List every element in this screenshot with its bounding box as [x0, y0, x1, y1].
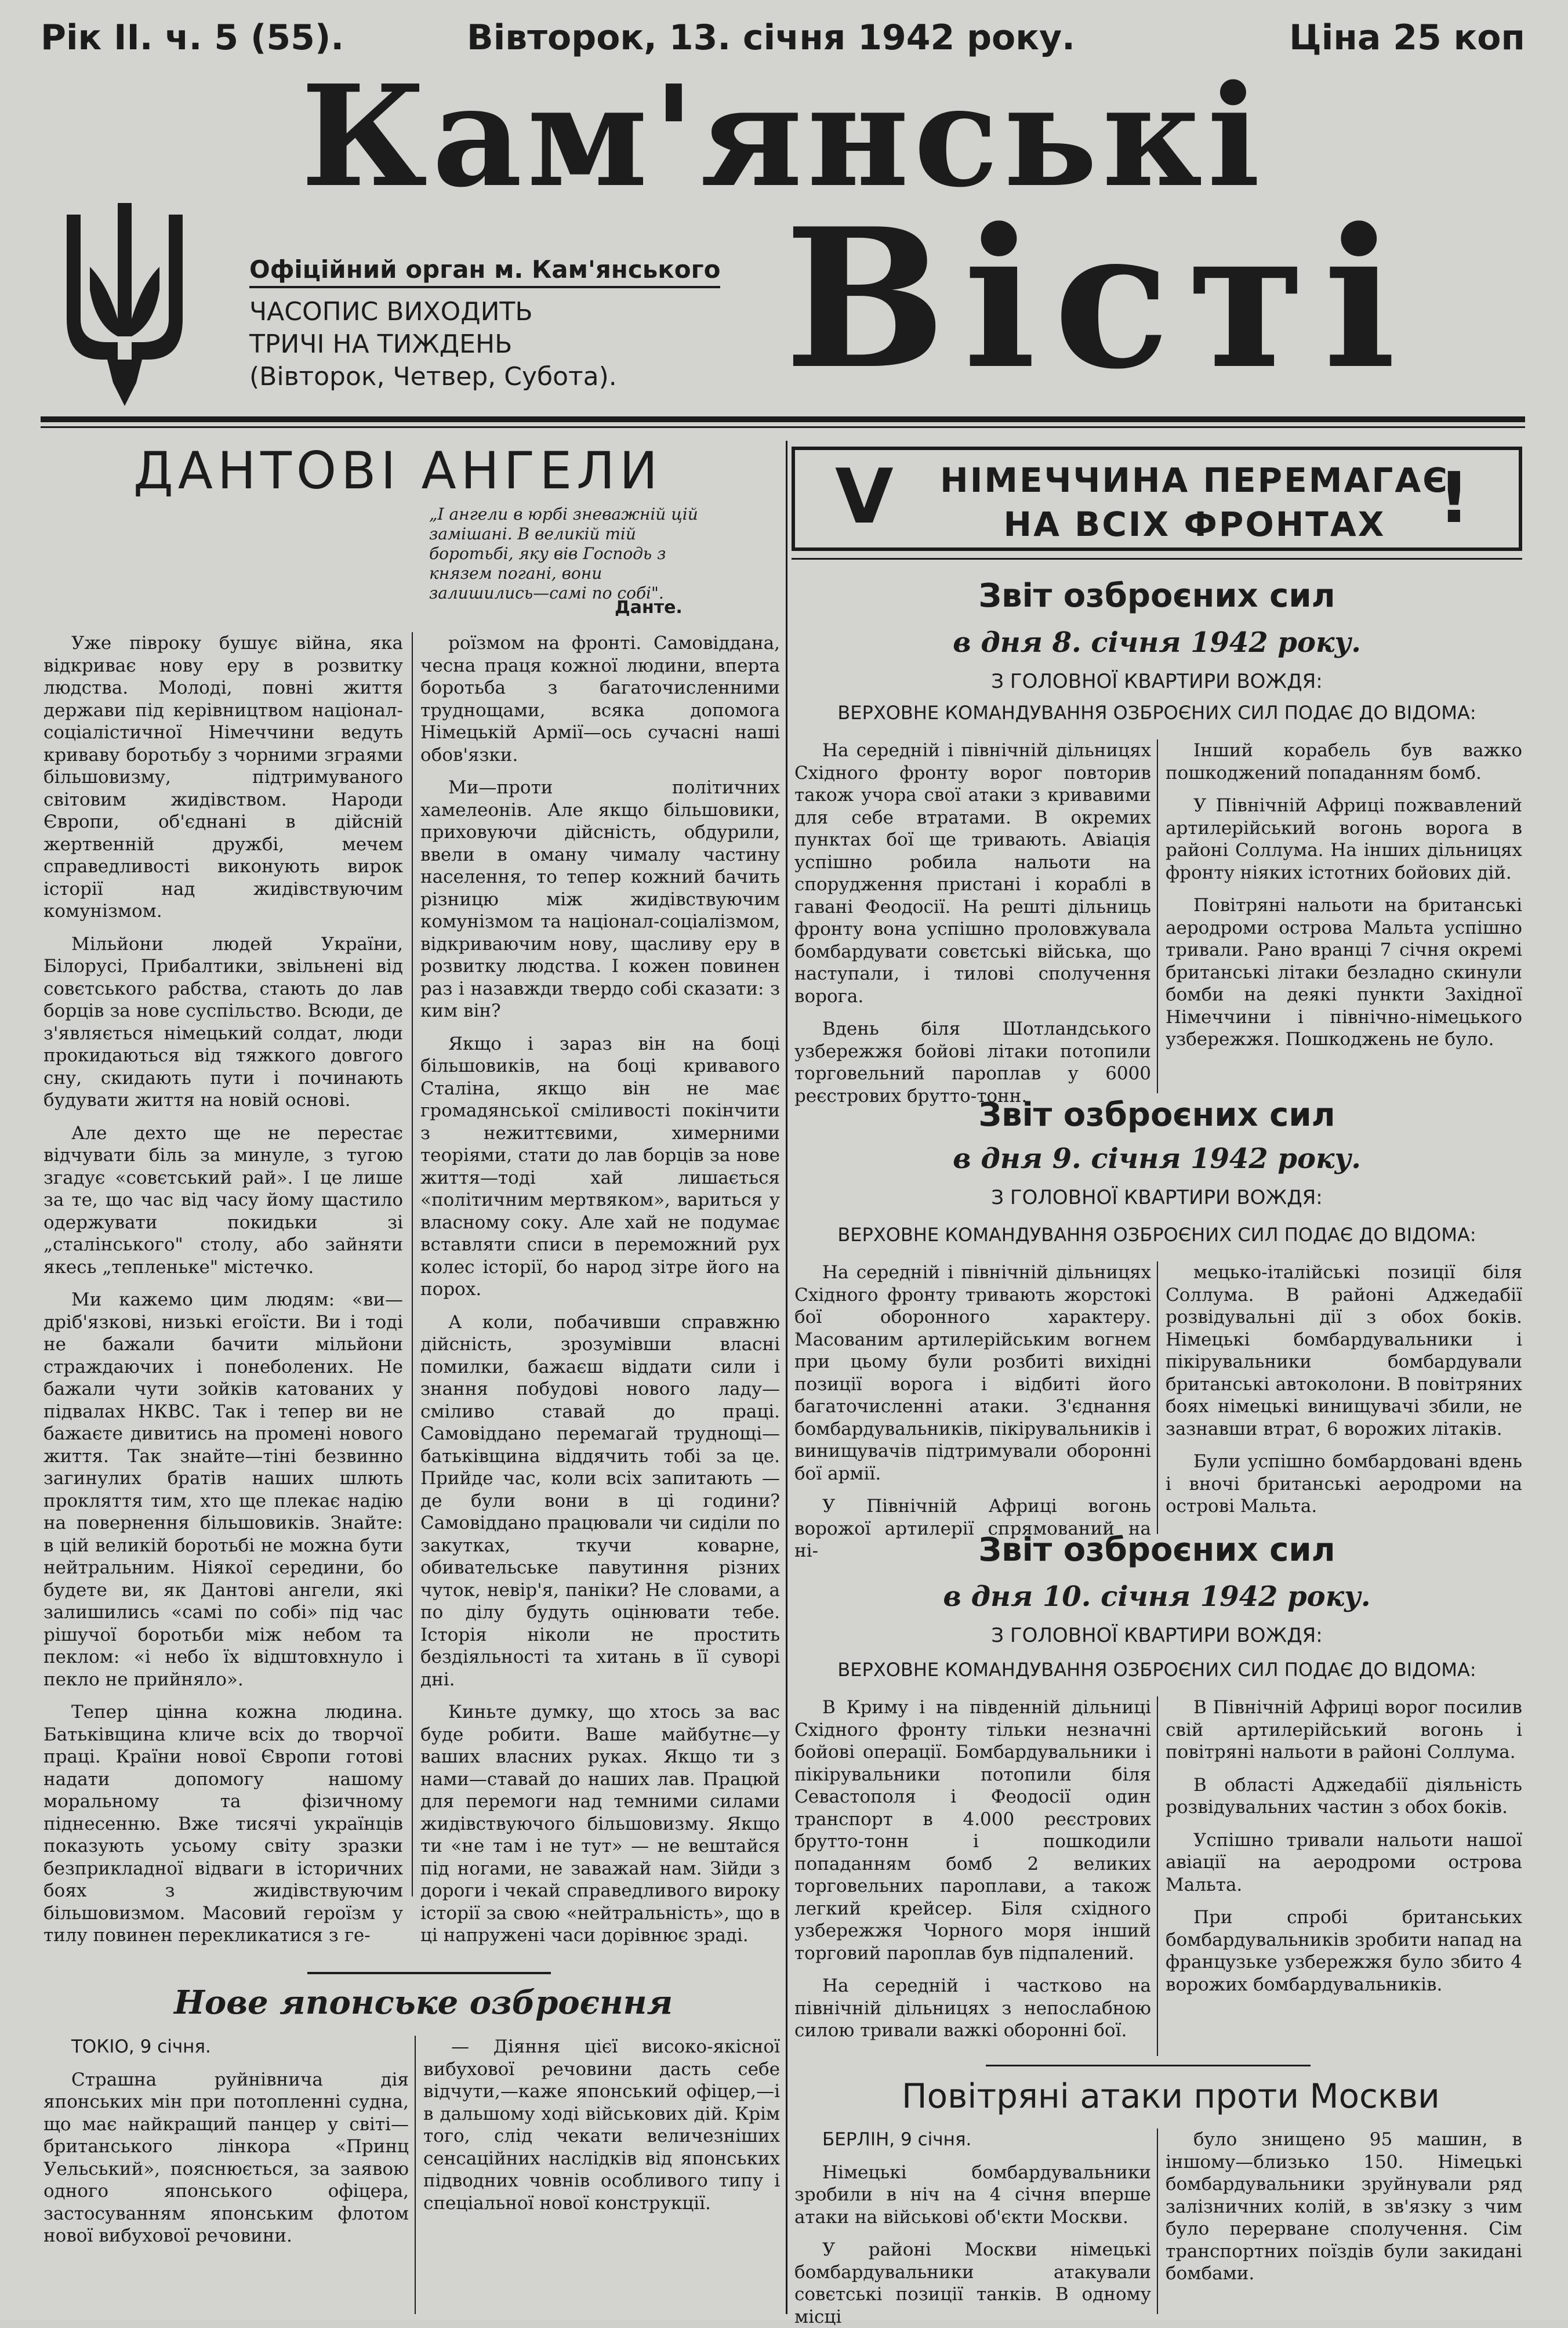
paragraph: Тепер цінна кожна людина. Батьківщина кличе всіх до творчої праці. Країни нової Європи готові надати допомогу нашому моральному та фізичному піднесенню. Вже тисячі українців показують усьому світу зразки безприкладної відваги в історичних боях з жидівствуючим більшовизмом. Масовий героїзм у тилу повинен перекликатися з ге-	[43, 1702, 403, 1946]
report2-column-1	[794, 1261, 1151, 1561]
dante-column-1	[43, 632, 403, 1946]
report-date: в дня 9. січня 1942 року.	[953, 1143, 1361, 1175]
report-title: Звіт озброєних сил	[978, 1531, 1335, 1569]
moscow-column-1	[794, 2128, 1151, 2327]
report2-column-2	[1166, 1261, 1522, 1534]
report1-column-1	[794, 739, 1151, 1107]
paragraph: мецько-італійські позиції біля Соллума. В районі Аджедабії розвідувальні дії з обох боків. Німецькі бомбардувальники і пікірувальники бомбардували британські автоколони. В повітряних боях німецькі винищувачі збили, не зазнавши втрат, 6 ворожих літаків.	[1166, 1262, 1522, 1439]
paragraph: Страшна руйнівнича дія японських мін при потопленні судна, що має найкращий панцер у світі—британського лінкора «Принц Уельський», пояснюється, за заявою одного японського офіцера, застосуванням японським флотом нової вибухової речовини.	[43, 2069, 409, 2246]
report-command-line: ВЕРХОВНЕ КОМАНДУВАННЯ ОЗБРОЄНИХ СИЛ ПОДАЄ ДО ВІДОМА:	[837, 1224, 1476, 1246]
paragraph: Киньте думку, що хтось за вас буде робити. Ваше майбутнє—у ваших власних руках. Якщо ти з нами—ставай до наших лав. Працюй для перемоги над темними силами жидівствуючого більшовизму. Якщо ти «не там і не тут» — не вештайся під ногами, не заважай нам. Зійди з дороги і чекай справедливого вироку історії за свою «нейтральність», що в ці напружені часи дорівнює зраді.	[420, 1702, 780, 1946]
report-hq-line: З ГОЛОВНОЇ КВАРТИРИ ВОЖДЯ:	[991, 670, 1323, 693]
victory-v-symbol: V	[835, 452, 894, 541]
masthead-rule-thin	[41, 426, 1525, 428]
paragraph: Але дехто ще не перестає відчувати біль за минуле, з тугою згадує «совєтський рай». І це лише за те, що час від часу йому щастило одержувати покидьки зі „сталінського" столу, або зайняти якесь „тепленьке" містечко.	[43, 1122, 403, 1278]
epigraph-author: Данте.	[615, 597, 683, 618]
trident-icon	[55, 197, 194, 412]
paragraph: Інший корабель був важко пошкоджений попаданням бомб.	[1166, 740, 1522, 784]
column-divider	[1157, 1696, 1158, 2056]
report-command-line: ВЕРХОВНЕ КОМАНДУВАННЯ ОЗБРОЄНИХ СИЛ ПОДАЄ ДО ВІДОМА:	[837, 702, 1476, 724]
section-rule	[986, 2065, 1311, 2066]
schedule-line2: ТРИЧІ НА ТИЖДЕНЬ	[249, 329, 513, 359]
paragraph: А коли, побачивши справжню дійсність, зрозумівши власні помилки, бажаєш віддати сили і знання побудові нового ладу—сміливо ставай до праці. Самовіддано перемагай труднощі—батьківщина віддячить тобі за це. Прийде час, коли всіх запитають — де були вони в ці години? Самовіддано працювали чи сиділи по закутках, ткучи коварне, обивательське павутиння різних чуток, невір'я, паніки? Не словами, а по ділу будуть оцінювати тебе. Історія ніколи не простить бездіяльності та хитань в її суворі дні.	[420, 1311, 780, 1690]
paragraph: Ми—проти політичних хамелеонів. Але якщо більшовики, приховуючи дійсність, обдурили, ввели в оману чималу частину населення, то тепер кожний бачить різницю між жидівствуючим комунізмом та націонал-соціалізмом, відкриваючим нову, щасливу еру в розвитку людства. І кожен повинен раз і назавжди твердо собі сказати: з ким він?	[420, 777, 780, 1021]
column-divider	[412, 632, 413, 1897]
paragraph: При спробі британських бомбардувальників зробити напад на французьке узбережжя було збито 4 ворожих бомбардувальників.	[1166, 1907, 1522, 1995]
report-title: Звіт озброєних сил	[978, 577, 1335, 615]
schedule-line1: ЧАСОПИС ВИХОДИТЬ	[249, 297, 533, 327]
report-date: в дня 10. січня 1942 року.	[943, 1580, 1371, 1613]
paragraph: Вдень біля Шотландського узбережжя бойові літаки потопили торговельний пароплав у 6000 реєстрових брутто-тонн.	[794, 1018, 1151, 1107]
paragraph: На середній і частково на північній дільницях з непослабною силою тривали важкі оборонні бої.	[794, 1975, 1151, 2041]
article-epigraph: „І ангели в юрбі зневажній цій замішані. В великій тій боротьбі, яку вів Господь з князем погані, вони залишились—самі по собі".	[429, 505, 698, 603]
dateline: БЕРЛІН, 9 січня.	[822, 2129, 972, 2150]
report-hq-line: З ГОЛОВНОЇ КВАРТИРИ ВОЖДЯ:	[991, 1186, 1323, 1209]
report3-column-2	[1166, 1696, 1522, 2056]
report-title: Звіт озброєних сил	[978, 1096, 1335, 1134]
paragraph: — Діяння цієї високо-якісної вибухової речовини дасть себе відчути,—каже японський офіцер,—і в дальшому ході військових дій. Крім того, слід чекати величезніших сенсаційних наслідків від японських підводних човнів особливого типу і спеціальної нової конструкції.	[423, 2036, 780, 2214]
paragraph: було знищено 95 машин, в іншому—близько 150. Німецькі бомбардувальники зруйнували ряд залізничних колій, в зв'язку з чим було перерване сполучення. Сім транспортних поїздів були закидані бомбами.	[1166, 2129, 1522, 2284]
official-organ-label: Офіційний орган м. Кам'янського	[249, 255, 720, 288]
paragraph: На середній і північній дільницях Східного фронту тривають жорстокі бої оборонного характеру. Масованим артилерійським вогнем при цьому були розбиті вихідні позиції ворога і відбиті його багаточисленні атаки. З'єднання бомбардувальників, пікірувальників і винищувачів підтримували оборонні бої армії.	[794, 1262, 1151, 1484]
paragraph: Якщо і зараз він на боці більшовиків, на боці кривавого Сталіна, якщо він не має громадянської сміливості покінчити з нежиттєвими, химерними теоріями, стати до лав борців за нове життя—тоді хай лишається «політичним мертвяком», вариться у власному соку. Але хай не подумає вставляти списи в переможний рух колес історії, бо народ зітре його на порох.	[420, 1033, 780, 1300]
paragraph: Успішно тривали нальоти нашої авіації на аеродроми острова Мальта.	[1166, 1829, 1522, 1895]
japan-article-title: Нове японське озброєння	[174, 1983, 673, 2022]
masthead-rule	[41, 416, 1525, 422]
report3-column-1	[794, 1696, 1151, 2056]
issue-price: Ціна 25 коп	[1289, 17, 1525, 58]
moscow-column-2	[1166, 2128, 1522, 2314]
dateline: ТОКІО, 9 січня.	[71, 2036, 211, 2057]
paragraph: В області Аджедабії діяльність розвідувальних частин з обох боків.	[1166, 1774, 1522, 1818]
paragraph: Німецькі бомбардувальники зробили в ніч на 4 січня вперше атаки на військові об'єкти Москви.	[794, 2162, 1151, 2228]
column-divider	[1157, 2128, 1158, 2314]
issue-number: Рік II. ч. 5 (55).	[41, 17, 344, 58]
publication-schedule	[249, 296, 617, 393]
dante-column-2	[420, 632, 780, 1946]
japan-column-2	[423, 2036, 780, 2314]
victory-banner-text: НІМЕЧЧИНА ПЕРЕМАГАЄ НА ВСІХ ФРОНТАХ	[940, 460, 1449, 544]
article-title-dante: ДАНТОВІ АНГЕЛИ	[133, 441, 663, 501]
paragraph: Були успішно бомбардовані вдень і вночі британські аеродроми на острові Мальта.	[1166, 1451, 1522, 1517]
column-divider	[1157, 1261, 1158, 1534]
paragraph: В Північній Африці ворог посилив свій артилерійський вогонь і повітряні нальоти в районі Соллума.	[1166, 1697, 1522, 1763]
paragraph: У районі Москви німецькі бомбардувальники атакували совєтські позиції танків. В одному місці	[794, 2239, 1151, 2327]
column-divider	[1157, 739, 1158, 1093]
paragraph: Уже півроку бушує війна, яка відкриває нову еру в розвитку людства. Молоді, повні життя держави під керівництвом націонал-соціалістичної Німеччини ведуть криваву боротьбу з чорними зграями більшовизму, підтримуваного світовим жидівством. Народи Європи, об'єднані в дійсній жертвенній дружбі, мечем справедливості виконують вирок історії над жидівствуючим комунізмом.	[43, 633, 403, 922]
column-divider	[415, 2036, 416, 2314]
moscow-article-title: Повітряні атаки проти Москви	[902, 2076, 1440, 2116]
japan-column-1	[43, 2036, 409, 2314]
report-command-line: ВЕРХОВНЕ КОМАНДУВАННЯ ОЗБРОЄНИХ СИЛ ПОДАЄ ДО ВІДОМА:	[837, 1659, 1476, 1681]
report-date: в дня 8. січня 1942 року.	[953, 626, 1361, 659]
issue-date: Вівторок, 13. січня 1942 року.	[467, 17, 1075, 58]
banner-exclamation: !	[1438, 458, 1470, 539]
banner-rule	[792, 558, 1522, 560]
report1-column-2	[1166, 739, 1522, 1093]
paragraph: Мільйони людей України, Білорусі, Прибалтики, звільнені від совєтського рабства, стають до лав борців за нове суспільство. Всюди, де з'являється німецький солдат, люди прокидаються від тяжкого довгого сну, скидають пути і починають будувати життя на новій основі.	[43, 933, 403, 1111]
page-column-divider	[786, 441, 787, 2314]
paragraph: В Криму і на південній дільниці Східного фронту тільки незначні бойові операції. Бомбардувальники і пікірувальники потопили біля Севастополя і Феодосії один транспорт в 4.000 реєстрових брутто-тонн і пошкодили попаданням бомб 2 великих торговельних пароплави, а також легкий крейсер. Біля східного узбережжя Чорного моря інший торговий пароплав був підпалений.	[794, 1697, 1151, 1964]
paragraph: На середній і північній дільницях Східного фронту ворог повторив також учора свої атаки з кривавими для себе втратами. В окремих пунктах бої ще тривають. Авіація успішно робила нальоти на спорудження пристані і кораблі в гавані Феодосії. На решті дільниць фронту вона успішно проловжувала бомбардувати совєтські війська, що наступали, і тилові сполучення ворога.	[794, 740, 1151, 1007]
masthead-title-line2: Вісті	[784, 186, 1414, 411]
report-hq-line: З ГОЛОВНОЇ КВАРТИРИ ВОЖДЯ:	[991, 1624, 1323, 1647]
paragraph: роїзмом на фронті. Самовіддана, чесна праця кожної людини, вперта боротьба з багаточисленними труднощами, всяка допомога Німецькій Армії—ось сучасні наші обов'язки.	[420, 633, 780, 766]
paragraph: Повітряні нальоти на британські аеродроми острова Мальта успішно тривали. Рано вранці 7 січня окремі британські літаки безладно скинули бомби на деякі пункти Західної Німеччини і північно-німецького узбережжя. Пошкоджень не було.	[1166, 895, 1522, 1050]
masthead-title-line1: Кам'янські	[300, 55, 1265, 218]
paragraph: Ми кажемо цим людям: «ви—дріб'язкові, низькі егоїсти. Ви і тоді не бажали бачити мільйони страждаючих і понеболених. Не бажали чути зойків катованих у підвалах НКВС. Так і тепер ви не бажаєте дивитись на промені нового життя. Так знайте—тіні безвинно загинулих братів наших шлють прокляття тим, хто ще плекає надію на повернення більшовиків. Знайте: в цій великій боротьбі не можна бути нейтральним. Ніякої середини, бо будете ви, як Дантові ангели, які залишились «самі по собі» під час рішучої боротьби між небом та пеклом: «і небо їх відштовхнуло і пекло не прийняло».	[43, 1289, 403, 1690]
paragraph: У Північній Африці вогонь ворожої артилерії спрямований на ні-	[794, 1496, 1151, 1561]
section-rule	[307, 1972, 551, 1974]
schedule-line3: (Вівторок, Четвер, Субота).	[249, 362, 617, 391]
paragraph: У Північній Африці пожвавлений артилерійський вогонь ворога в районі Соллума. На інших дільницях фронту ніяких істотних бойових дій.	[1166, 795, 1522, 883]
